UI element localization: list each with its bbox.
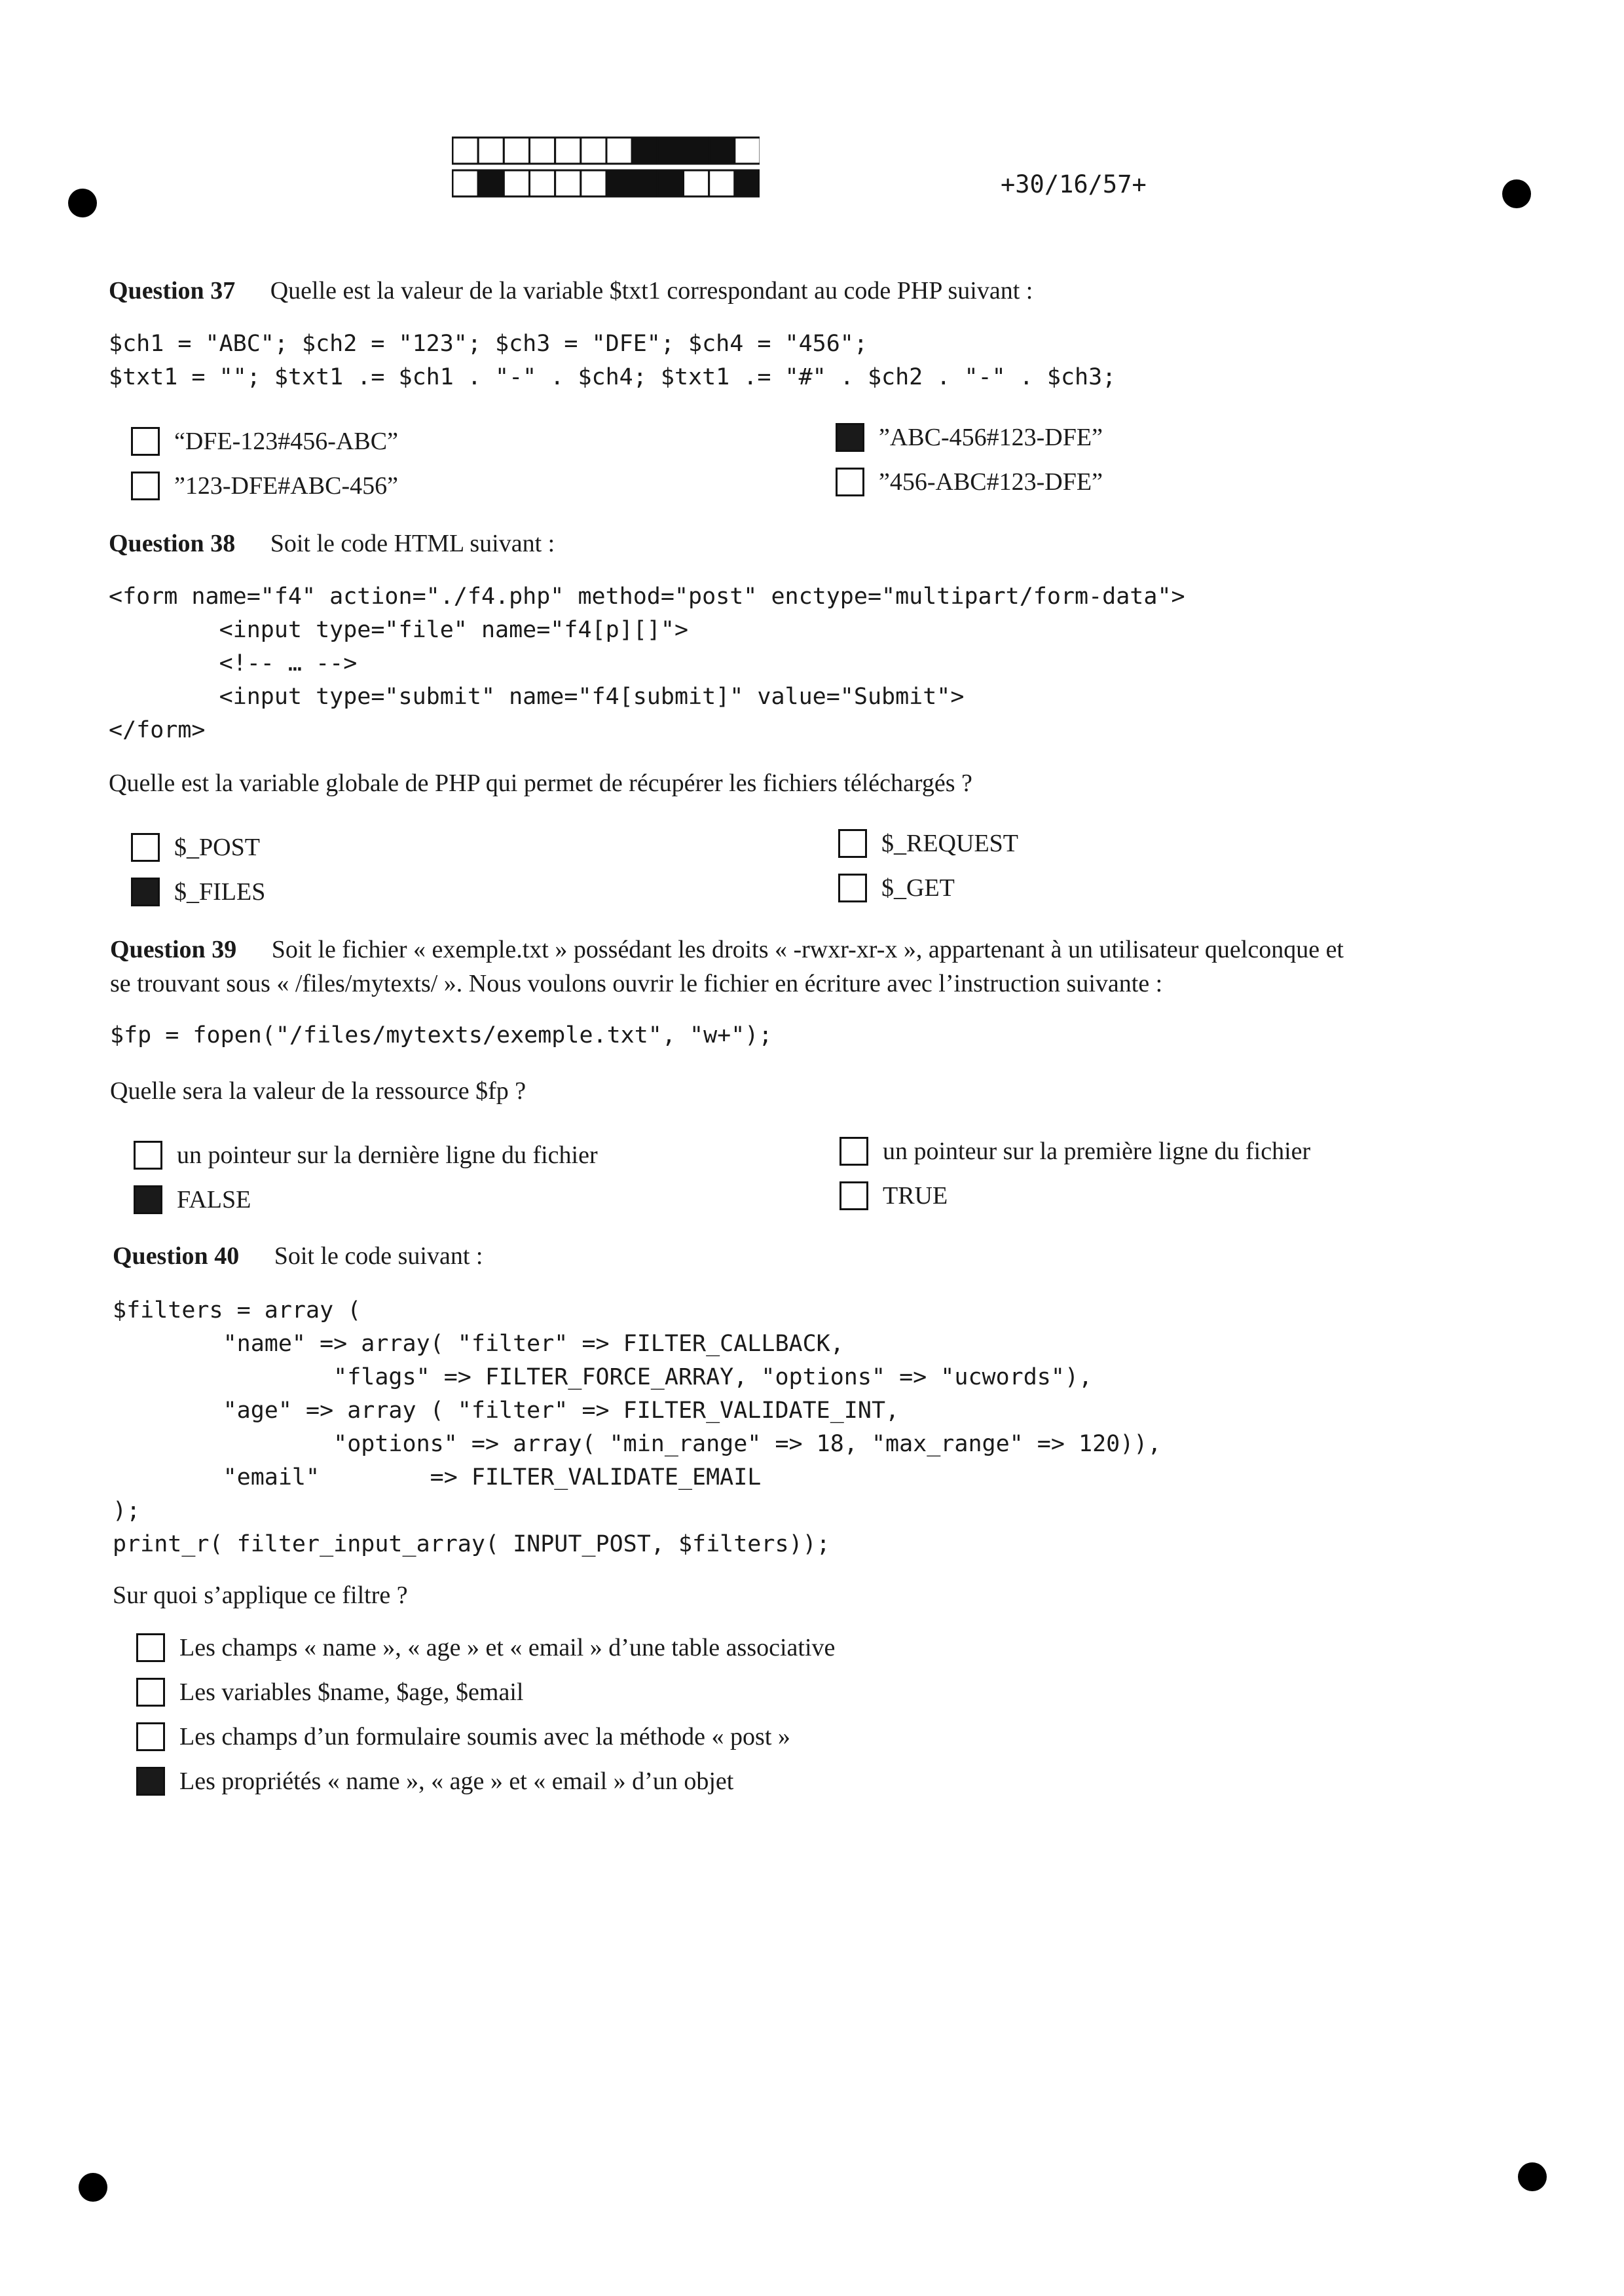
q38-heading	[109, 529, 555, 558]
code-line: <form name="f4" action="./f4.php" method="post" enctype="multipart/form-data">	[109, 583, 1185, 610]
q38-option-b[interactable]	[838, 829, 1018, 858]
q38-text: Soit le code HTML suivant :	[270, 530, 555, 557]
code-line: "name" => array( "filter" => FILTER_CALLBACK,	[113, 1331, 844, 1357]
q39-code	[110, 1019, 772, 1052]
checkbox[interactable]	[836, 468, 864, 496]
checkbox[interactable]	[134, 1141, 162, 1170]
barcode-cell	[632, 138, 657, 164]
checkbox[interactable]	[136, 1678, 165, 1707]
code-line: <input type="submit" name="f4[submit]" value="Submit">	[109, 684, 965, 710]
barcode-cell	[709, 170, 735, 196]
barcode-cell	[684, 170, 709, 196]
barcode-cell	[530, 170, 555, 196]
code-line: "flags" => FILTER_FORCE_ARRAY, "options" => "ucwords"),	[113, 1364, 1093, 1390]
q38-label: Question 38	[109, 530, 236, 557]
checkbox[interactable]	[131, 472, 160, 500]
registration-dot-bottom-right	[1518, 2162, 1547, 2191]
q39-option-c[interactable]	[134, 1185, 251, 1214]
barcode-cell	[735, 170, 760, 196]
checkbox[interactable]	[840, 1137, 868, 1166]
option-label: $_FILES	[174, 878, 266, 906]
q39-option-b[interactable]	[840, 1137, 1310, 1166]
option-label: $_GET	[881, 874, 955, 902]
barcode-cell	[581, 170, 606, 196]
code-line: $txt1 = ""; $txt1 .= $ch1 . "-" . $ch4; $txt1 .= "#" . $ch2 . "-" . $ch3;	[109, 364, 1116, 390]
code-line: );	[113, 1498, 141, 1524]
id-barcode	[452, 136, 760, 198]
q37-code	[109, 327, 1116, 394]
q37-option-d[interactable]	[836, 468, 1103, 496]
code-line: </form>	[109, 717, 206, 743]
barcode-cell	[657, 138, 683, 164]
checkbox[interactable]	[838, 874, 867, 902]
q38-option-a[interactable]	[131, 833, 260, 862]
q40-text: Soit le code suivant :	[274, 1242, 483, 1270]
form-id: +30/16/57+	[1001, 170, 1147, 198]
barcode-cell	[555, 170, 581, 196]
code-line: "age" => array ( "filter" => FILTER_VALIDATE_INT,	[113, 1398, 900, 1424]
option-label: Les champs « name », « age » et « email » d’une table associative	[179, 1634, 836, 1661]
q40-option-b[interactable]	[136, 1678, 523, 1707]
barcode-cell	[709, 138, 735, 164]
option-label: ”ABC-456#123-DFE”	[879, 424, 1103, 451]
barcode-cell	[452, 170, 478, 196]
code-line: "options" => array( "min_range" => 18, "max_range" => 120)),	[113, 1431, 1162, 1457]
code-line: "email" => FILTER_VALIDATE_EMAIL	[113, 1464, 762, 1491]
barcode-cell	[606, 170, 632, 196]
q39-heading	[110, 933, 1518, 967]
q37-option-c[interactable]	[131, 472, 398, 500]
barcode-cell	[478, 170, 504, 196]
q40-option-d[interactable]	[136, 1767, 733, 1796]
barcode-cell	[735, 138, 760, 164]
checkbox[interactable]	[134, 1185, 162, 1214]
q40-option-a[interactable]	[136, 1633, 835, 1662]
code-line: <input type="file" name="f4[p][]">	[109, 617, 689, 643]
option-label: FALSE	[177, 1186, 251, 1213]
option-label: Les propriétés « name », « age » et « email » d’un objet	[179, 1768, 734, 1795]
code-line: $ch1 = "ABC"; $ch2 = "123"; $ch3 = "DFE"; $ch4 = "456";	[109, 331, 868, 357]
q40-heading	[113, 1242, 483, 1270]
q39-label: Question 39	[110, 936, 237, 963]
q40-code	[113, 1294, 1161, 1561]
q38-code	[109, 580, 1185, 747]
q38-option-c[interactable]	[131, 878, 265, 906]
checkbox[interactable]	[836, 423, 864, 452]
q37-heading	[109, 276, 1033, 305]
q39-text-line1: Soit le fichier « exemple.txt » possédant les droits « -rwxr-xr-x », appartenant à un utilisateur quelconque et	[271, 936, 1344, 963]
checkbox[interactable]	[136, 1767, 165, 1796]
option-label: ”456-ABC#123-DFE”	[879, 468, 1103, 496]
barcode-cell	[684, 138, 709, 164]
registration-dot-bottom-left	[79, 2173, 107, 2202]
q39-option-d[interactable]	[840, 1181, 948, 1210]
option-label: Les variables $name, $age, $email	[179, 1678, 524, 1706]
barcode-cell	[606, 138, 632, 164]
barcode-cell	[452, 138, 478, 164]
code-line: $filters = array (	[113, 1297, 361, 1324]
barcode-cell	[530, 138, 555, 164]
q40-option-c[interactable]	[136, 1722, 790, 1751]
q37-text: Quelle est la valeur de la variable $txt1 correspondant au code PHP suivant :	[270, 277, 1033, 305]
code-line: print_r( filter_input_array( INPUT_POST, $filters));	[113, 1531, 830, 1557]
registration-dot-top-left	[68, 189, 97, 217]
q38-option-d[interactable]	[838, 874, 955, 902]
code-line: $fp = fopen("/files/mytexts/exemple.txt", "w+");	[110, 1022, 773, 1048]
option-label: “DFE-123#456-ABC”	[174, 428, 398, 455]
q38-question: Quelle est la variable globale de PHP qui permet de récupérer les fichiers téléchargés ?	[109, 769, 972, 797]
registration-dot-top-right	[1502, 179, 1531, 208]
checkbox[interactable]	[131, 427, 160, 456]
barcode-cell	[478, 138, 504, 164]
barcode-cell	[632, 170, 657, 196]
option-label: un pointeur sur la dernière ligne du fichier	[177, 1141, 598, 1169]
q40-label: Question 40	[113, 1242, 240, 1270]
checkbox[interactable]	[131, 833, 160, 862]
q39-text-line2: se trouvant sous « /files/mytexts/ ». Nous voulons ouvrir le fichier en écriture avec l’instruction suivante :	[110, 970, 1163, 997]
checkbox[interactable]	[131, 878, 160, 906]
q37-option-b[interactable]	[836, 423, 1103, 452]
option-label: $_POST	[174, 834, 260, 861]
option-label: TRUE	[883, 1182, 948, 1210]
code-line: <!-- … -->	[109, 650, 358, 676]
barcode-cell	[657, 170, 683, 196]
checkbox[interactable]	[136, 1722, 165, 1751]
option-label: $_REQUEST	[881, 830, 1018, 857]
q39-question: Quelle sera la valeur de la ressource $fp ?	[110, 1077, 526, 1105]
barcode-cell	[555, 138, 581, 164]
checkbox[interactable]	[838, 829, 867, 858]
q37-label: Question 37	[109, 277, 236, 305]
checkbox[interactable]	[136, 1633, 165, 1662]
barcode-cell	[581, 138, 606, 164]
option-label: un pointeur sur la première ligne du fichier	[883, 1138, 1311, 1165]
barcode-graphic	[452, 136, 760, 198]
q40-question: Sur quoi s’applique ce filtre ?	[113, 1582, 408, 1609]
option-label: Les champs d’un formulaire soumis avec la méthode « post »	[179, 1723, 790, 1750]
q39-option-a[interactable]	[134, 1141, 598, 1170]
checkbox[interactable]	[840, 1181, 868, 1210]
barcode-cell	[504, 170, 529, 196]
option-label: ”123-DFE#ABC-456”	[174, 472, 398, 500]
barcode-cell	[504, 138, 529, 164]
q37-option-a[interactable]	[131, 427, 398, 456]
